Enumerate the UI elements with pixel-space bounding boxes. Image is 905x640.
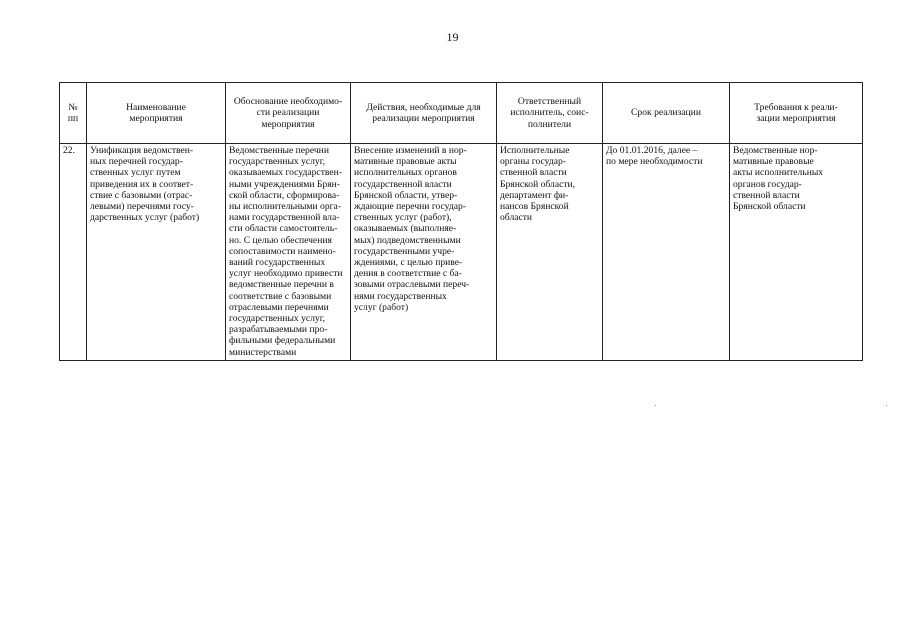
cell-actions: Внесение изменений в нор- мативные правовые акты исполнительных органов государственной власти Брянской области, утвер- ждающие перечни государ- ственных услуг (работ), оказываемых (выполняе- мых) подведомственными государственными учре- ждениями, с целью приве- дения в соответствие с ба- зовыми отраслевыми переч- нями государственных услуг (работ) [351, 144, 497, 361]
header-term: Срок реализации [603, 83, 730, 144]
scan-speck [886, 405, 887, 406]
cell-justification: Ведомственные перечни государственных услуг, оказываемых государствен- ными учреждениями Брян- ской области, сформирова- ны исполнительными орга- нами государственной вла- сти области самостоятель- но. С целью обеспечения сопоставимости наимено- ваний государственных услуг необходимо привести ведомственные перечни в соответствие с базовыми отраслевыми перечнями государственных услуг, разрабатываемыми про- фильными федеральными министерствами [226, 144, 351, 361]
cell-measure-name: Унификация ведомствен- ных перечней государ- ственных услуг путем приведения их в соответ- ствие с базовыми (отрас- левыми) перечнями госу- дарственных услуг (работ) [87, 144, 226, 361]
header-requirements: Требования к реали- зации мероприятия [730, 83, 863, 144]
header-executor: Ответственный исполнитель, соис- полнители [497, 83, 603, 144]
cell-number: 22. [60, 144, 87, 361]
header-measure-name: Наименование мероприятия [87, 83, 226, 144]
scan-speck [655, 405, 656, 406]
table-row [60, 144, 863, 361]
page-number: 19 [446, 30, 459, 44]
cell-term: До 01.01.2016, далее – по мере необходимости [603, 144, 730, 361]
table-header-row [60, 83, 863, 144]
cell-executor: Исполнительные органы государ- ственной власти Брянской области, департамент фи- нансов Брянской области [497, 144, 603, 361]
header-justification: Обоснование необходимо- сти реализации мероприятия [226, 83, 351, 144]
header-actions: Действия, необходимые для реализации мероприятия [351, 83, 497, 144]
cell-requirements: Ведомственные нор- мативные правовые акты исполнительных органов государ- ственной власти Брянской области [730, 144, 863, 361]
header-number: № пп [60, 83, 87, 144]
measures-table [59, 82, 863, 361]
